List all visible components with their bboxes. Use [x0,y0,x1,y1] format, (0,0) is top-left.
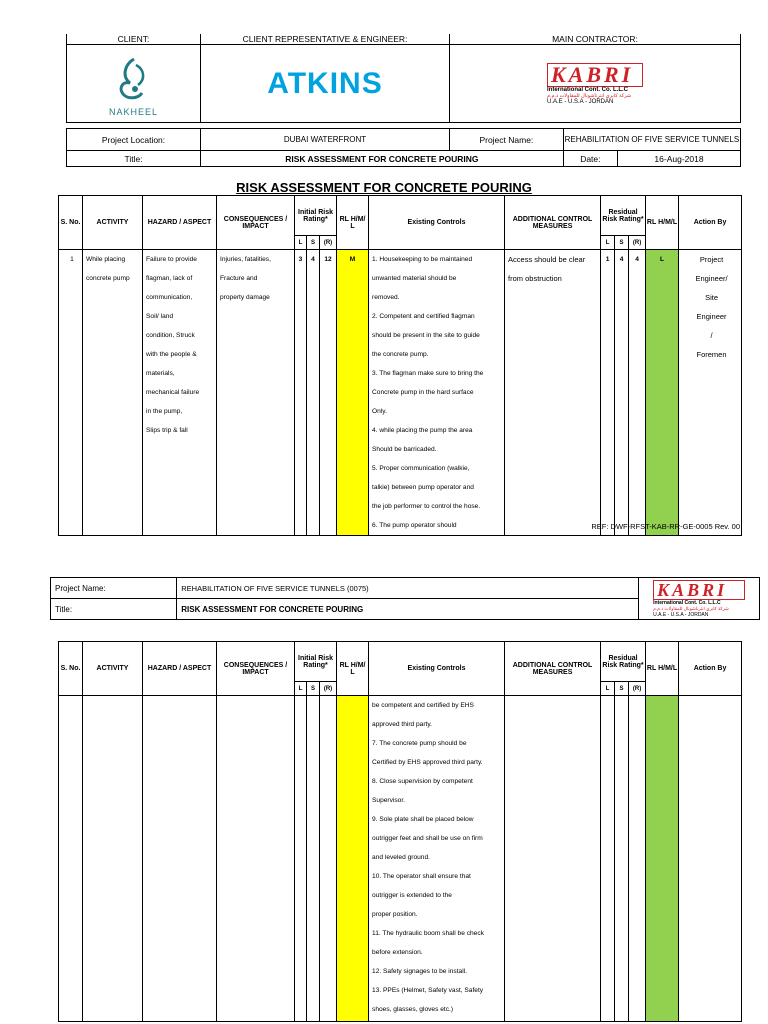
text-line: / [710,331,713,340]
text-line: Engineer/ [695,274,728,283]
row-res-r: 4 [629,250,646,536]
p2-project-name: REHABILITATION OF FIVE SERVICE TUNNELS (0075) [177,578,639,599]
p2-col-init-s: S [307,682,320,696]
text-line: 13. PPEs (Helmet, Safety vast, Safety [372,987,484,994]
text-line: Only. [372,408,387,415]
text-line: 7. The concrete pump should be [372,740,467,747]
text-line: in the pump, [146,408,183,415]
text-line: materials, [146,370,175,377]
text-line: Access should be clear [508,255,586,264]
text-line: 1. Housekeeping to be maintained [372,256,473,263]
text-line: approved third party. [372,721,433,728]
p2-row-additional [505,696,601,1022]
p2-kabri-logo-regions: U.A.E - U.S.A - JORDAN [653,611,709,618]
col-rl2: RL H/M/L [646,196,679,250]
col-hazard: HAZARD / ASPECT [143,196,217,250]
col-res-s: S [615,236,629,250]
p2-col-action: Action By [679,642,742,696]
text-line: Slips trip & fall [146,427,188,434]
text-line: talkie) between pump operator and [372,484,474,491]
text-line: and leveled ground. [372,854,430,861]
text-line: 2. Competent and certified flagman [372,313,475,320]
text-line: before extension. [372,949,423,956]
p2-col-init-l: L [295,682,307,696]
nakheel-logo [67,45,201,123]
p2-row-existing [369,696,505,1022]
p2-row-activity [83,696,143,1022]
text-line: 12. Safety signages to be install. [372,968,467,975]
text-line: flagman, lack of [146,275,193,282]
text-line: unwanted material should be [372,275,457,282]
text-line: be competent and certified by EHS [372,702,474,709]
p2-row-sno [59,696,83,1022]
p2-col-activity: ACTIVITY [83,642,143,696]
text-line: outrigger is extended to the [372,892,452,899]
col-existing: Existing Controls [369,196,505,250]
kabri-logo-arabic: شركة كابري انترناشونال للمقاولات ذ.م.م [547,92,632,99]
contractor-label: MAIN CONTRACTOR: [450,34,741,45]
p2-kabri-logo [639,578,760,620]
nakheel-logo-text: NAKHEEL [108,106,159,117]
text-line: communication, [146,294,193,301]
p2-col-res-r: (R) [629,682,646,696]
p2-row-hazard [143,696,217,1022]
p2-kabri-logo-word: KABRI [653,580,745,600]
text-line: shoes, glasses, gloves etc.) [372,1006,454,1013]
col-residual: Residual Risk Rating* [601,196,646,236]
col-init-l: L [295,236,307,250]
col-init-r: (R) [320,236,337,250]
client-label: CLIENT: [67,34,201,45]
project-name: REHABILITATION OF FIVE SERVICE TUNNELS [563,129,740,151]
title-value: RISK ASSESSMENT FOR CONCRETE POURING [201,151,564,167]
kabri-logo [450,45,741,123]
col-action: Action By [679,196,742,250]
text-line: Site [705,293,718,302]
text-line: from obstruction [508,274,562,283]
project-header-table [66,34,741,167]
p2-project-name-label: Project Name: [51,578,177,599]
risk-table-page1 [58,195,742,536]
page-heading: RISK ASSESSMENT FOR CONCRETE POURING [236,180,532,195]
p2-row-init-l [295,696,307,1022]
row-init-s: 4 [307,250,320,536]
p2-col-initial-risk: Initial Risk Rating* [295,642,337,682]
col-consequences: CONSEQUENCES / IMPACT [217,196,295,250]
text-line: Project [699,255,724,264]
text-line: 11. The hydraulic boom shall be check [372,930,484,937]
text-line: outrigger feet and shall be use on firm [372,835,483,842]
atkins-logo [201,45,450,123]
p2-title: RISK ASSESSMENT FOR CONCRETE POURING [177,599,639,620]
col-activity: ACTIVITY [83,196,143,250]
date-label: Date: [563,151,617,167]
text-line: Failure to provide [146,256,197,263]
p2-row-rl2 [646,696,679,1022]
nakheel-emblem-icon [104,51,164,111]
text-line: Soil/ land [146,313,174,320]
text-line: the job performer to control the hose. [372,503,481,510]
row-init-l: 3 [295,250,307,536]
row-sno: 1 [59,250,83,536]
p2-col-additional: ADDITIONAL CONTROL MEASURES [505,642,601,696]
p2-title-label: Title: [51,599,177,620]
p2-col-consequences: CONSEQUENCES / IMPACT [217,642,295,696]
table-row [59,696,742,1022]
text-line: Concrete pump in the hard surface [372,389,474,396]
text-line: Injuries, fatalities, [220,256,271,263]
p2-col-res-s: S [615,682,629,696]
row-res-s: 4 [615,250,629,536]
row-hazard [143,250,217,536]
p2-row-init-s [307,696,320,1022]
text-line: While placing [86,256,126,263]
page2-header-table [50,577,760,620]
col-res-l: L [601,236,615,250]
p2-kabri-logo-arabic: شركة كابري انترناشونال للمقاولات ذ.م.م [653,605,729,611]
row-activity [83,250,143,536]
title-label: Title: [67,151,201,167]
text-line: Fracture and [220,275,258,282]
text-line: Foremen [696,350,727,359]
text-line: the concrete pump. [372,351,429,358]
text-line: 5. Proper communication (walkie, [372,465,470,472]
col-initial-risk: Initial Risk Rating* [295,196,337,236]
project-location-label: Project Location: [67,129,201,151]
text-line: mechanical failure [146,389,200,396]
project-location: DUBAI WATERFRONT [201,129,450,151]
row-additional [505,250,601,536]
kabri-logo-regions: U.A.E - U.S.A - JORDAN [547,98,614,105]
p2-row-action [679,696,742,1022]
p2-col-rl2: RL H/M/L [646,642,679,696]
row-res-l: 1 [601,250,615,536]
row-init-r: 12 [320,250,337,536]
p2-kabri-logo-sub: International Cont. Co. L.L.C [653,599,721,606]
text-line: 9. Sole plate shall be placed below [372,816,474,823]
project-name-label: Project Name: [450,129,564,151]
row-rl: M [337,250,369,536]
p2-row-res-r [629,696,646,1022]
p2-row-res-l [601,696,615,1022]
text-line: concrete pump [86,275,130,282]
date-value: 16-Aug-2018 [617,151,740,167]
row-consequences [217,250,295,536]
text-line: Should be barricaded. [372,446,437,453]
text-line: 6. The pump operator should [372,522,457,529]
text-line: property damage [220,294,270,301]
reference-number: REF: DWF-RFST-KAB-RR-GE-0005 Rev. 00 [591,522,740,531]
p2-row-consequences [217,696,295,1022]
p2-col-sno: S. No. [59,642,83,696]
risk-table-page2 [58,641,742,1022]
p2-col-res-l: L [601,682,615,696]
p2-row-res-s [615,696,629,1022]
text-line: with the people & [146,351,197,358]
p2-row-init-r [320,696,337,1022]
text-line: condition, Struck [146,332,195,339]
p2-col-hazard: HAZARD / ASPECT [143,642,217,696]
text-line: 8. Close supervision by competent [372,778,473,785]
text-line: Engineer [696,312,727,321]
p2-col-residual: Residual Risk Rating* [601,642,646,682]
p2-col-rl: RL H/M/ L [337,642,369,696]
engineer-label: CLIENT REPRESENTATIVE & ENGINEER: [201,34,450,45]
text-line: removed. [372,294,400,301]
p2-col-init-r: (R) [320,682,337,696]
p2-row-rl [337,696,369,1022]
col-additional: ADDITIONAL CONTROL MEASURES [505,196,601,250]
text-line: Certified by EHS approved third party. [372,759,483,766]
col-sno: S. No. [59,196,83,250]
col-res-r: (R) [629,236,646,250]
table-row [59,250,742,536]
text-line: proper position. [372,911,418,918]
text-line: 4. while placing the pump the area [372,427,473,434]
kabri-logo-sub: International Cont. Co. L.L.C [547,86,628,93]
col-init-s: S [307,236,320,250]
row-existing [369,250,505,536]
row-rl2: L [646,250,679,536]
text-line: should be present in the site to guide [372,332,480,339]
p2-col-existing: Existing Controls [369,642,505,696]
text-line: 10. The operator shall ensure that [372,873,471,880]
text-line: Supervisor. [372,797,406,804]
atkins-logo-text: ATKINS [267,66,383,100]
text-line: 3. The flagman make sure to bring the [372,370,484,377]
col-rl: RL H/M/ L [337,196,369,250]
kabri-logo-word: KABRI [547,63,643,87]
row-action [679,250,742,536]
